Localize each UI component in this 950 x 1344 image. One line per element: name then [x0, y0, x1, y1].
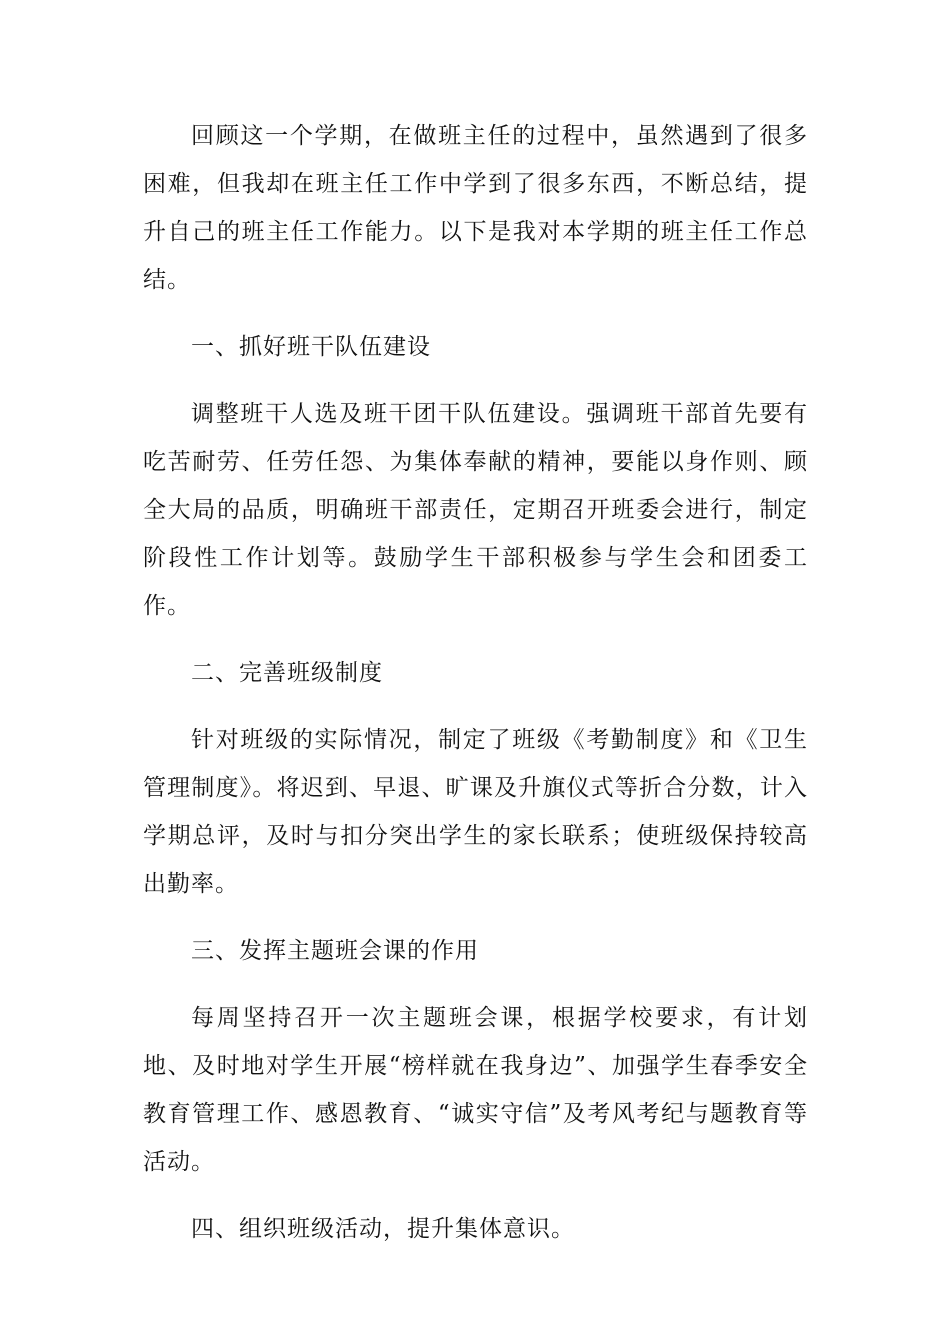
section-heading-3: 三、发挥主题班会课的作用	[191, 938, 479, 964]
intro-paragraph: 回顾这一个学期，在做班主任的过程中，虽然遇到了很多困难，但我却在班主任工作中学到了很多东西，不断总结，提升自己的班主任工作能力。以下是我对本学期的班主任工作总结。	[143, 123, 808, 293]
section-3-paragraph: 每周坚持召开一次主题班会课，根据学校要求，有计划地、及时地对学生开展“榜样就在我身边”、加强学生春季安全教育管理工作、感恩教育、“诚实守信”及考风考纪与题教育等活动。	[143, 1005, 808, 1175]
section-1-paragraph: 调整班干人选及班干团干队伍建设。强调班干部首先要有吃苦耐劳、任劳任怨、为集体奉献的精神，要能以身作则、顾全大局的品质，明确班干部责任，定期召开班委会进行，制定阶段性工作计划等。鼓励学生干部积极参与学生会和团委工作。	[143, 401, 808, 619]
document-body	[143, 112, 808, 1272]
section-heading-4: 四、组织班级活动，提升集体意识。	[191, 1216, 575, 1242]
section-heading-1: 一、抓好班干队伍建设	[191, 334, 431, 360]
section-heading-2: 二、完善班级制度	[191, 660, 383, 686]
section-2-paragraph: 针对班级的实际情况，制定了班级《考勤制度》和《卫生管理制度》。将迟到、早退、旷课及升旗仪式等折合分数，计入学期总评，及时与扣分突出学生的家长联系；使班级保持较高出勤率。	[143, 727, 808, 897]
